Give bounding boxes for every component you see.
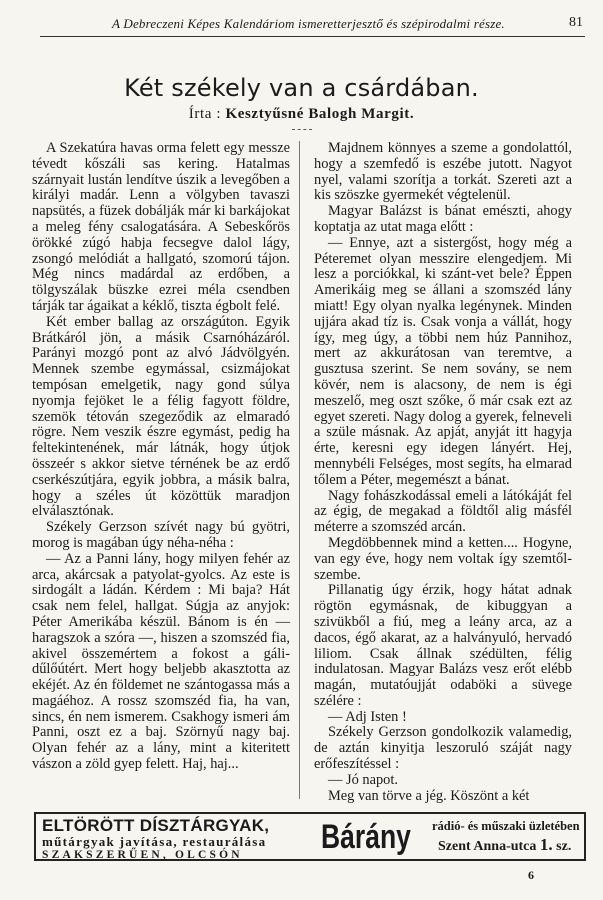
byline-prefix: Írta : (188, 106, 222, 122)
paragraph: Nagy fohászkodással emeli a látókáját fel az égig, de megakad a földtől alig másfél méterre a szomszéd arcán. (314, 487, 572, 536)
article-title: Két székely van a csárdában. (124, 74, 479, 102)
column-divider (299, 141, 300, 799)
running-title: A Debreczeni Képes Kalendáriom ismeretterjesztő és szépirodalmi része. (112, 16, 505, 31)
paragraph: — Az a Panni lány, hogy milyen fehér az arca, akárcsak a patyolat-gyolcs. Az este is sirdogált a ládán. Kérdem : Mi baja? Hát csak nem felel, hallgat. Súgja az anyjok: Péter Amerikába készül. Bánom is én — haragszok a szóra —, hiszen a szomszéd fia, akivel összemértem a fokost a gáli-dűlőútért. Mert hogy beljebb akasztotta az ekéjét. Az én földemet ne szántogassa más a magáéhoz. A rossz szomszéd fia, ha van, sincs, én nem ismerem. Csakhogy ismeri ám Panni, oszt ez a baj. Szörnyű nagy baj. Olyan fehér az a lány, mint a kiteritett vászon a zöld gyep felett. Haj, haj... (32, 550, 290, 773)
paragraph: Majdnem könnyes a szeme a gondolattól, hogy a szemfedő is eszébe jutott. Nagyot nyel, valami szorítja a torkát. Szereti azt a kis szöszke gyermekét végtelenül. (314, 140, 572, 204)
ad-brand-name: Bárány (321, 818, 411, 856)
paragraph: Meg van törve a jég. Köszönt a két (328, 787, 530, 804)
paragraph: A Szekatúra havas orma felett egy messze tévedt kőszáli sas kering. Hatalmas szárnyait lustán lendítve úszik a levegőben a királyi madár. Lenn a völgyben tavaszi napsütés, a füzek dobálják már ki barkájokat a meleg fény csalogatására. A Sebeskőrös örökké zúgó habja fecsegve dalol lágy, zsongó melódiát a hallgató, szomorú tájon. Még nincs madárdal az erdőben, a tölgyszálak büszke ezrei méla csendben tárják tar ágaikat a kéklő, tiszta égbolt felé. (32, 140, 290, 314)
title-separator (292, 129, 312, 130)
ad-street: Szent Anna-utca (438, 839, 537, 854)
paragraph: Pillanatig úgy érzik, hogy hátat adnak rögtön egymásnak, de kibuggyan a szivükből a fiú, meg a leány arca, az a dacos, égő akarat, az a halványuló, hervadó liliom. Csak állnak szédülten, félig indulatosan. Magyar Balázs vesz erőt elébb magán, mutatóujját odaböki a süvege szélére : (314, 582, 572, 709)
ad-address-suffix: sz. (556, 839, 572, 854)
paragraph: Székely Gerzson gondolkozik valamedig, de aztán kinyitja leszoruló száját nagy erőfeszítéssel : (314, 724, 572, 773)
ad-right-block (432, 818, 580, 857)
paragraph: — Ennye, azt a sistergőst, hogy még a Péteremet olyan messzire elengedjem. Mi lesz a porciókkal, ki szánt-vet bele? Éppen Amerikáig meg se állani a szomszéd lány miatt! Egy olyan nyalka legénynek. Minden ujjára akad tíz is. Csak vonja a vállát, hogy így, meg úgy, a többi nem húz Pannihoz, mert az akkurátosan van teremtve, a gusztusa szerint. Se nem sovány, se nem kövér, nem is alacsony, de nem is égi meszelő, meg oszt szőke, ő már csak ezt az egyet szereti. Nagy dolog a gyerek, felneveli a szüle másnak. Az apját, anyját itt hagyja érte, keresni egy idegen lányért. Hej, mennybéli Felséges, most segíts, ha elmarad tőlem a Péter, megemészt a bánat. (314, 234, 572, 488)
paragraph: — Adj Isten ! (328, 708, 407, 725)
signature-mark: 6 (528, 868, 534, 882)
ad-tagline: SZAKSZERŰEN, OLCSÓN (42, 849, 243, 861)
running-head (40, 10, 585, 37)
paragraph: Két ember ballag az országúton. Egyik Brátkáról jön, a másik Csarnóházáról. Parányi mozgó pont az alvó Jádvölgyén. Mennek szembe egymással, csizmájokat tempósan emelgetik, nagy gond súlya nyomja fejöket le a félig fagyott földre, szemök tétován szegeződik az elmaradó rögre. Nem veszik észre egymást, pedig ha feltekintenének, már látnák, hogy útjok összeér s akkor sietve térnének be az erdő cserkészútjára, egyik jobbra, a másik balra, hogy a széles út közöttük maradjon elválasztónak. (32, 313, 290, 520)
byline (0, 106, 603, 123)
ad-left-block (42, 816, 310, 861)
ad-house-number: 1. (539, 835, 553, 854)
page-number: 81 (569, 15, 583, 30)
right-column (314, 141, 572, 804)
ad-headline: ELTÖRÖTT DÍSZTÁRGYAK, (42, 816, 270, 835)
ad-service-line: műtárgyak javítása, restaurálása (42, 834, 267, 849)
paragraph: Megdöbbennek mind a ketten.... Hogyne, van egy éve, hogy nem voltak így szemtől-szembe. (314, 534, 572, 583)
ad-address (438, 835, 580, 857)
paragraph: Magyar Balázst is bánat emészti, ahogy koptatja az utat maga előtt : (314, 203, 572, 235)
paragraph: Székely Gerzson szívét nagy bú gyötri, morog is magában úgy néha-néha : (32, 519, 290, 551)
advertisement-box (34, 812, 586, 861)
paragraph: — Jó napot. (328, 771, 398, 788)
left-column (32, 141, 290, 773)
author-name: Kesztyűsné Balogh Margit. (225, 106, 415, 122)
ad-shop-type: rádió- és műszaki üzletében (432, 819, 580, 833)
